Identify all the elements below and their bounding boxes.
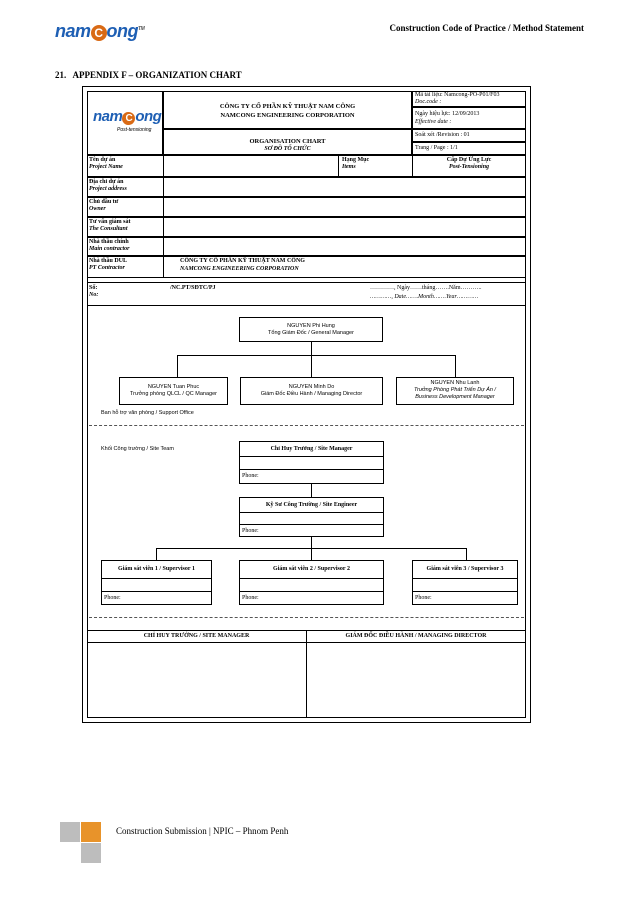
row-consultant: [87, 217, 526, 237]
qc-manager-title: Trưởng phòng QLCL / QC Manager: [130, 391, 217, 397]
section-title: APPENDIX F – ORGANIZATION CHART: [72, 70, 242, 80]
signature-site-manager: CHỈ HUY TRƯỞNG / SITE MANAGER: [143, 633, 250, 639]
managing-director-box: [240, 377, 383, 405]
company-cell: [163, 91, 412, 129]
label-main-contractor: Nhà thầu chính Main contractor: [89, 239, 130, 252]
doc-code: Mã tài liệu: Namcong-PO-P01/F03: [415, 92, 500, 98]
doc-code-en: Doc.code :: [415, 99, 442, 105]
qc-manager-name: NGUYEN Tuan Phuc: [147, 384, 200, 390]
bd-title-1: Trưởng Phòng Phát Triển Dự Án /: [414, 387, 496, 393]
label-consultant: Tư vấn giám sát The Consultant: [89, 219, 131, 232]
date-vn: …………, Ngày……tháng…….Năm………..: [370, 285, 482, 291]
row-pt-contractor: [87, 256, 526, 278]
header-title: Construction Code of Practice / Method Statement: [389, 23, 584, 33]
supervisor-3-phone: Phone:: [415, 595, 432, 601]
effective-date-en: Effective date :: [415, 119, 452, 125]
footer-block-3: [81, 843, 101, 863]
bd-name: NGUYEN Nhu Lanh: [430, 380, 480, 386]
label-supply: Cấp Dự Ứng Lực Post-Tensioning: [446, 157, 492, 170]
site-team-label: Khối Công trường / Site Team: [101, 446, 174, 452]
site-manager-box: [239, 441, 384, 484]
md-title: Giám Đốc Điều Hành / Managing Director: [260, 391, 363, 397]
header-logo: nam C ong™: [55, 21, 145, 41]
gm-box: [239, 317, 383, 342]
site-engineer-phone: Phone:: [242, 528, 259, 534]
gm-name: NGUYEN Phi Hung: [287, 323, 335, 329]
support-office-label: Ban hỗ trợ văn phòng / Support Office: [101, 410, 194, 416]
company-name-vn: CÔNG TY CỔ PHẦN KỸ THUẬT NAM CÔNG: [219, 103, 356, 110]
form-logo: nam C ong: [93, 108, 162, 125]
row-main-contractor: [87, 237, 526, 256]
qc-manager-box: [119, 377, 228, 405]
label-number: Số: No:: [89, 285, 99, 298]
doc-title-vn: SƠ ĐỒ TỔ CHỨC: [264, 146, 311, 152]
doc-title: ORGANISATION CHART: [249, 138, 326, 145]
form-logo-subtitle: Post-tensioning: [117, 127, 152, 133]
supervisor-2-box: [239, 560, 384, 605]
supervisor-3-title: Giám sát viên 3 / Supervisor 3: [426, 566, 504, 572]
site-engineer-box: [239, 497, 384, 537]
site-manager-phone: Phone:: [242, 473, 259, 479]
section-number: 21.: [55, 70, 67, 80]
label-project-name: Tên dự án Project Name: [89, 157, 123, 170]
bd-manager-box: [396, 377, 514, 405]
row-owner: [87, 197, 526, 217]
supervisor-2-phone: Phone:: [242, 595, 259, 601]
md-name: NGUYEN Minh Do: [288, 384, 335, 390]
bd-title-2: Business Development Manager: [415, 394, 495, 400]
footer-text: Construction Submission | NPIC – Phnom Penh: [116, 826, 289, 836]
label-owner: Chủ đầu tư Owner: [89, 199, 119, 212]
company-name-en: NAMCONG ENGINEERING CORPORATION: [220, 112, 355, 119]
supervisor-1-title: Giám sát viên 1 / Supervisor 1: [118, 566, 195, 572]
pt-contractor-vn: CÔNG TY CỔ PHẦN KỸ THUẬT NAM CÔNG: [180, 258, 305, 264]
date-en: …………, Date…….Month…….Year…………: [370, 294, 479, 300]
signature-managing-director: GIÁM ĐỐC ĐIỀU HÀNH / MANAGING DIRECTOR: [345, 633, 487, 639]
label-project-address: Địa chỉ dự án Project address: [89, 179, 127, 192]
label-items: Hạng Mục Items: [342, 157, 370, 170]
pt-contractor-en: NAMCONG ENGINEERING CORPORATION: [180, 266, 299, 272]
label-pt-contractor: Nhà thầu DUL PT Contractor: [89, 258, 128, 271]
reference-number: /NC.PT/SĐTC/PJ: [170, 285, 216, 291]
page-number: Trang / Page : 1/1: [415, 145, 458, 151]
section-heading: [55, 70, 242, 80]
footer-block-1: [60, 822, 80, 842]
site-engineer-title: Kỹ Sư Công Trường / Site Engineer: [265, 502, 358, 508]
revision: Soát xét /Revision : 01: [415, 132, 470, 138]
supervisor-1-phone: Phone:: [104, 595, 121, 601]
effective-date: Ngày hiệu lực: 12/09/2013: [415, 111, 480, 117]
footer-block-2: [81, 822, 101, 842]
site-manager-title: Chỉ Huy Trưởng / Site Manager: [270, 446, 353, 452]
gm-title: Tổng Giám Đốc / General Manager: [268, 330, 354, 336]
row-address: [87, 177, 526, 197]
supervisor-2-title: Giám sát viên 2 / Supervisor 2: [273, 566, 350, 572]
